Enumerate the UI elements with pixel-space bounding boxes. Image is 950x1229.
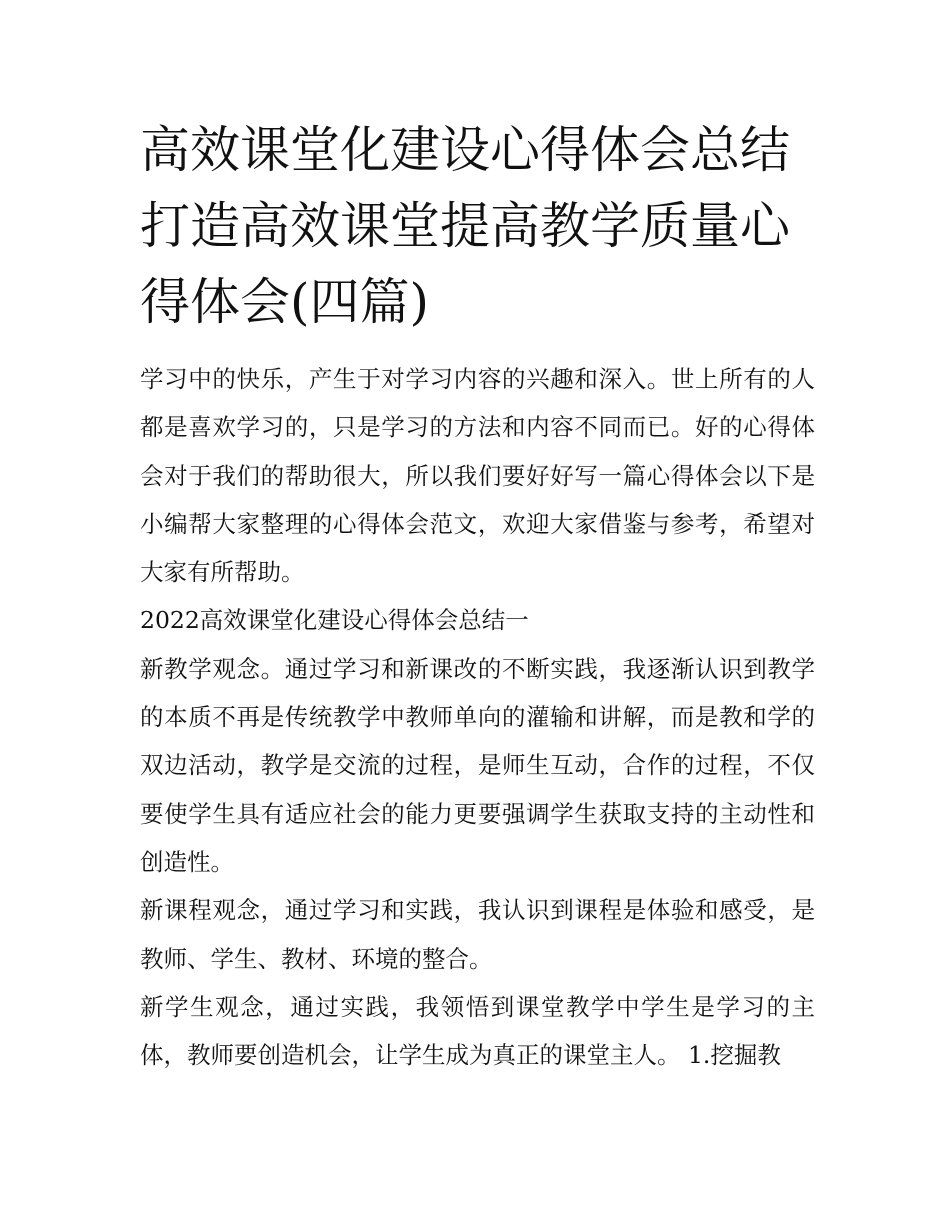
document-body	[140, 355, 815, 1079]
body-paragraph-curriculum-concept: 新课程观念，通过学习和实践，我认识到课程是体验和感受，是教师、学生、教材、环境的整合。	[140, 896, 815, 973]
body-paragraph-student-concept: 新学生观念，通过实践，我领悟到课堂教学中学生是学习的主体，教师要创造机会，让学生成为真正的课堂主人。 1.挖掘教	[140, 992, 815, 1070]
intro-paragraph: 学习中的快乐，产生于对学习内容的兴趣和深入。世上所有的人都是喜欢学习的，只是学习的方法和内容不同而已。好的心得体会对于我们的帮助很大，所以我们要好好写一篇心得体会以下是小编帮大家整理的心得体会范文，欢迎大家借鉴与参考，希望对大家有所帮助。	[140, 365, 815, 587]
section-heading: 2022高效课堂化建设心得体会总结一	[140, 606, 529, 635]
body-paragraph-teaching-concept: 新教学观念。通过学习和新课改的不断实践，我逐渐认识到教学的本质不再是传统教学中教师单向的灌输和讲解，而是教和学的双边活动，教学是交流的过程，是师生互动，合作的过程，不仅要使学生具有适应社会的能力更要强调学生获取支持的主动性和创造性。	[140, 654, 815, 876]
document-title: 高效课堂化建设心得体会总结打造高效课堂提高教学质量心得体会(四篇)	[140, 121, 790, 331]
